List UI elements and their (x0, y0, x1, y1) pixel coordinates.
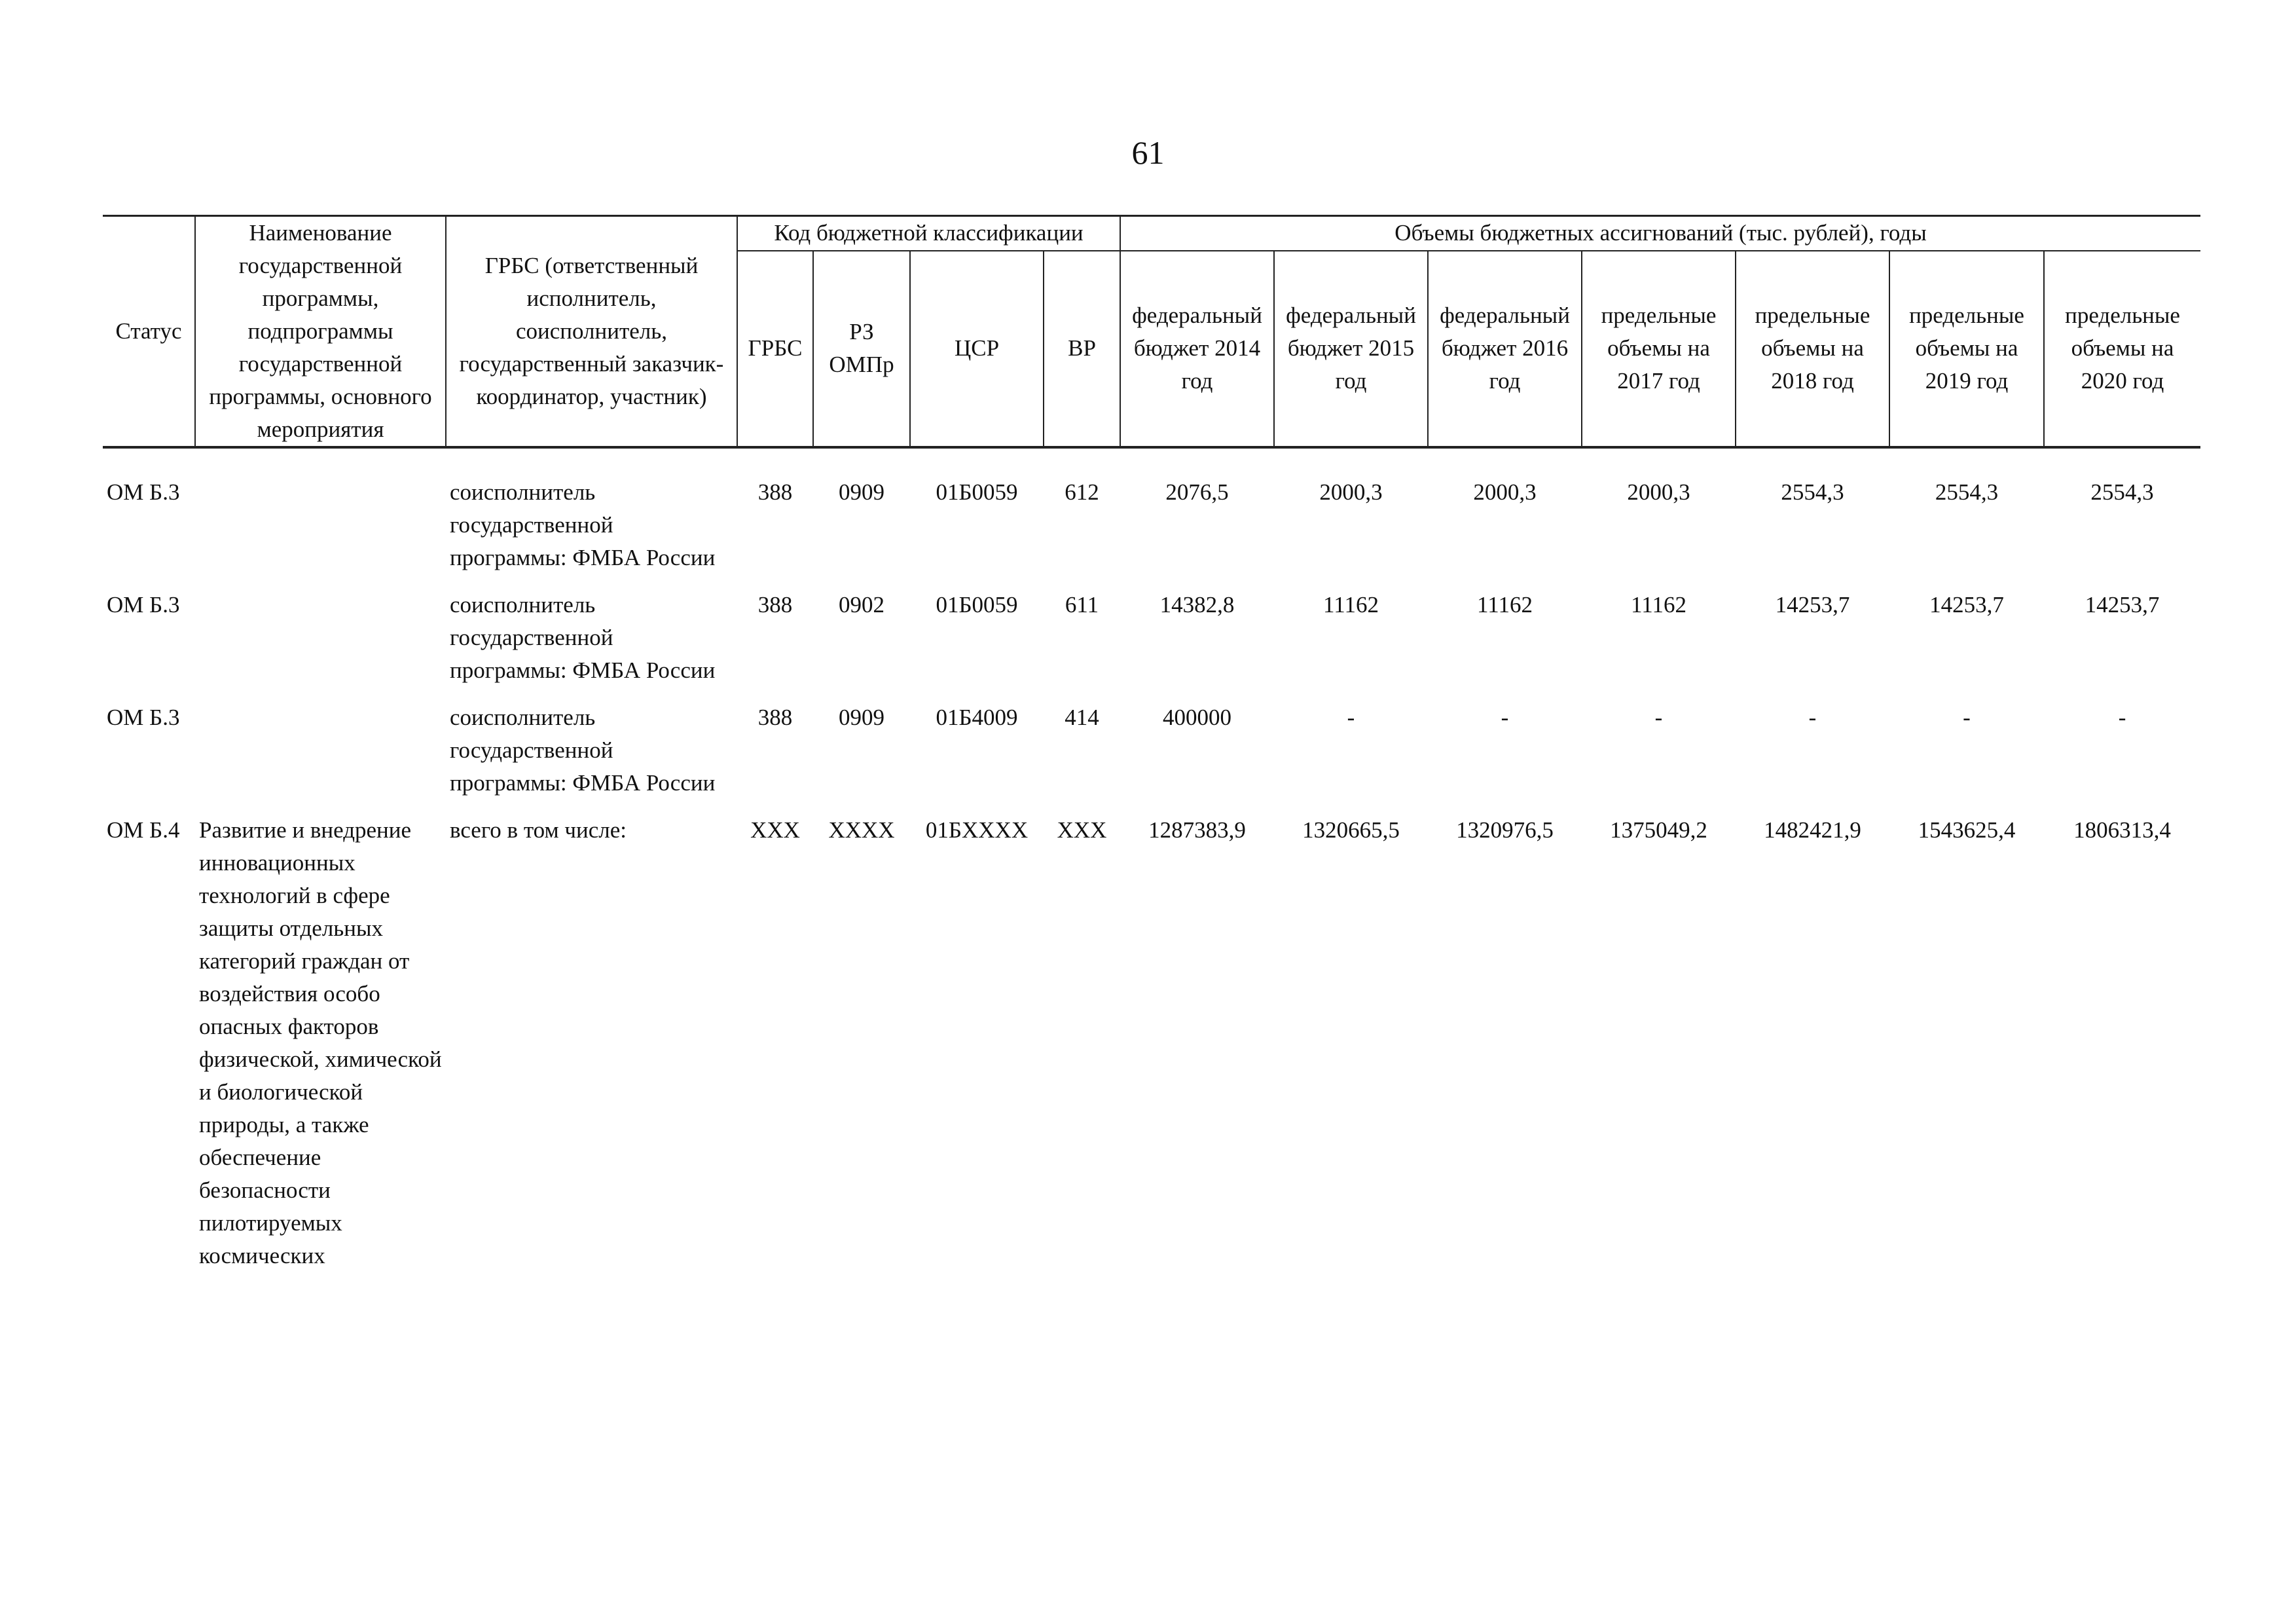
row-status: ОМ Б.3 (107, 592, 180, 618)
row-value-2020: 1806313,4 (2073, 817, 2171, 843)
row-code-csr: 01Б0059 (936, 479, 1018, 505)
row-value-2019: 14253,7 (1929, 592, 2004, 618)
header-program-name: Наименование государственной программы, подпрограммы государственной программы, основного мероприятия (195, 216, 446, 448)
row-value-2018: 14253,7 (1775, 592, 1850, 618)
row-value-2020: - (2118, 705, 2126, 730)
row-code-csr: 01Б4009 (936, 705, 1018, 730)
row-code-rz: 0902 (839, 592, 884, 618)
row-program-name (195, 589, 446, 701)
row-value-2016: 11162 (1477, 592, 1533, 618)
row-value-2015: 1320665,5 (1302, 817, 1400, 843)
page-number: 61 (1131, 134, 1165, 171)
table-header (103, 216, 2200, 448)
header-code-grbs: ГРБС (737, 251, 813, 447)
row-code-vr: 612 (1065, 479, 1099, 505)
row-value-2018: 1482421,9 (1764, 817, 1861, 843)
row-value-2014: 14382,8 (1159, 592, 1235, 618)
header-grbs-executor: ГРБС (ответственный исполнитель, соисполнитель, государственный заказчик-координатор, участник) (446, 216, 737, 448)
row-code-csr: 01Б0059 (936, 592, 1018, 618)
row-code-vr: 611 (1065, 592, 1099, 618)
row-value-2018: 2554,3 (1781, 479, 1844, 505)
row-code-grbs: 388 (757, 479, 793, 505)
row-code-vr: 414 (1065, 705, 1099, 730)
row-value-2019: 2554,3 (1935, 479, 1999, 505)
table-row (103, 814, 2200, 1287)
row-code-rz: 0909 (839, 705, 884, 730)
row-value-2015: - (1347, 705, 1355, 730)
row-value-2017: - (1654, 705, 1663, 730)
header-year-2016: федеральный бюджет 2016 год (1428, 251, 1582, 447)
header-year-2019: предельные объемы на 2019 год (1889, 251, 2044, 447)
budget-table (103, 215, 2200, 1287)
header-budget-code-group: Код бюджетной классификации (737, 216, 1120, 251)
row-grbs: соисполнитель государственной программы: ФМБА России (450, 479, 716, 570)
row-status: ОМ Б.4 (107, 817, 180, 843)
row-code-vr: XXX (1057, 817, 1107, 843)
row-program-name (195, 476, 446, 589)
table-body (103, 447, 2200, 1287)
header-code-csr: ЦСР (910, 251, 1044, 447)
row-program-name: Развитие и внедрение инновационных технологий в сфере защиты отдельных категорий граждан от воздействия особо опасных факторов физической, химической и биологической природы, а также обеспечение безопасности пилотируемых космических (199, 817, 442, 1268)
row-value-2019: - (1963, 705, 1971, 730)
header-code-vr: ВР (1044, 251, 1120, 447)
header-year-2015: федеральный бюджет 2015 год (1274, 251, 1428, 447)
row-value-2015: 11162 (1323, 592, 1379, 618)
row-value-2019: 1543625,4 (1918, 817, 2016, 843)
row-value-2016: 1320976,5 (1456, 817, 1554, 843)
row-value-2020: 14253,7 (2085, 592, 2160, 618)
row-value-2017: 11162 (1631, 592, 1686, 618)
table-row (103, 476, 2200, 589)
row-value-2015: 2000,3 (1319, 479, 1383, 505)
row-value-2018: - (1808, 705, 1817, 730)
header-year-2018: предельные объемы на 2018 год (1736, 251, 1889, 447)
header-year-2017: предельные объемы на 2017 год (1582, 251, 1736, 447)
row-program-name (195, 701, 446, 814)
row-value-2014: 2076,5 (1165, 479, 1229, 505)
row-code-grbs: 388 (757, 592, 793, 618)
row-grbs: соисполнитель государственной программы: ФМБА России (450, 705, 716, 796)
table-row (103, 701, 2200, 814)
row-code-rz: XXXX (828, 817, 895, 843)
row-value-2016: - (1501, 705, 1509, 730)
header-status: Статус (103, 216, 195, 448)
row-value-2017: 1375049,2 (1610, 817, 1707, 843)
header-budget-volumes-group: Объемы бюджетных ассигнований (тыс. рублей), годы (1120, 216, 2200, 251)
row-code-rz: 0909 (839, 479, 884, 505)
row-code-grbs: 388 (757, 705, 793, 730)
row-value-2014: 1287383,9 (1148, 817, 1246, 843)
row-value-2017: 2000,3 (1627, 479, 1690, 505)
row-code-csr: 01БXXXX (925, 817, 1029, 843)
row-value-2020: 2554,3 (2090, 479, 2154, 505)
row-grbs: всего в том числе: (450, 817, 627, 843)
header-year-2014: федеральный бюджет 2014 год (1120, 251, 1274, 447)
row-grbs: соисполнитель государственной программы: ФМБА России (450, 592, 716, 683)
row-status: ОМ Б.3 (107, 479, 180, 505)
row-value-2016: 2000,3 (1473, 479, 1537, 505)
header-year-2020: предельные объемы на 2020 год (2044, 251, 2200, 447)
row-value-2014: 400000 (1163, 705, 1231, 730)
row-status: ОМ Б.3 (107, 705, 180, 730)
row-code-grbs: XXX (750, 817, 800, 843)
table-row (103, 589, 2200, 701)
header-code-rz-ompr: РЗ ОМПр (813, 251, 910, 447)
